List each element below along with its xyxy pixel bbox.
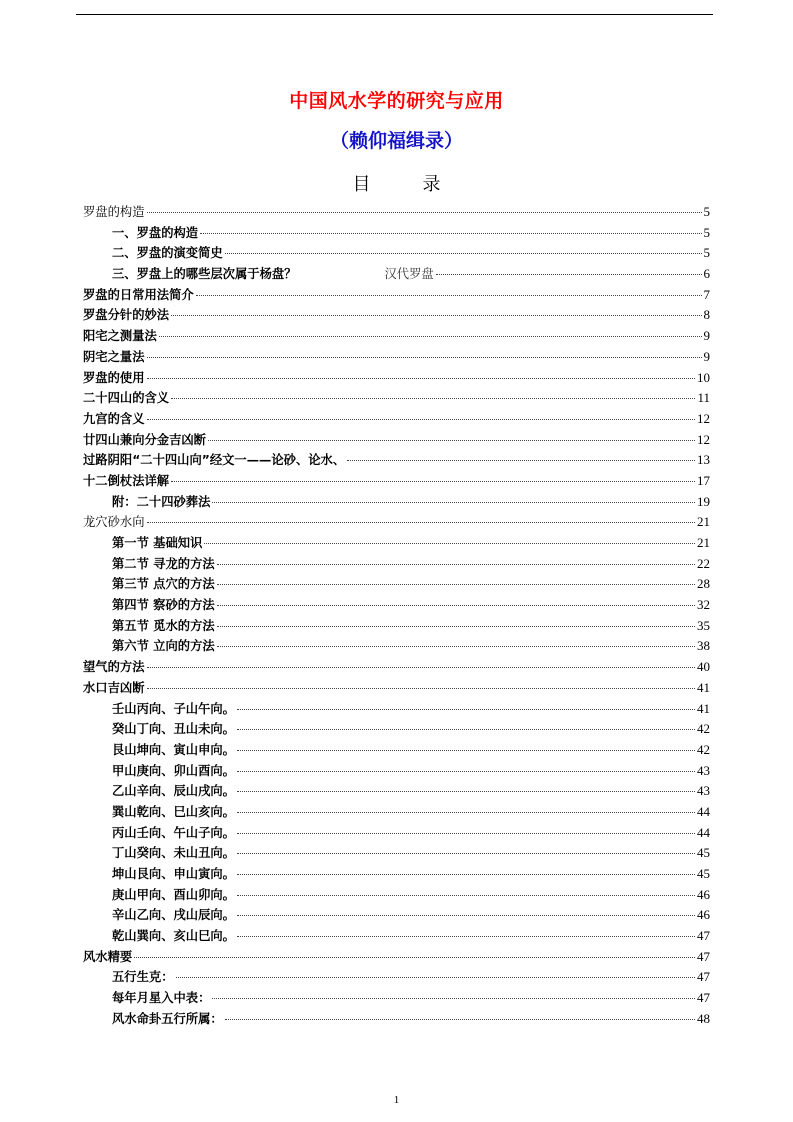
toc-entry-label[interactable]: 第二节 寻龙的方法 <box>112 556 215 571</box>
dot-leader <box>134 957 695 958</box>
toc-entry[interactable] <box>83 1009 710 1030</box>
dot-leader <box>237 874 695 875</box>
toc-entry[interactable] <box>83 554 710 575</box>
document-title: 中国风水学的研究与应用 <box>289 90 504 112</box>
toc-entry-page[interactable]: 22 <box>697 555 710 571</box>
toc-entry-label[interactable]: 癸山丁向、丑山未向。 <box>112 722 235 737</box>
toc-entry-page[interactable]: 45 <box>697 845 710 861</box>
toc-entry[interactable] <box>83 616 710 637</box>
toc-entry[interactable] <box>83 202 710 223</box>
toc-entry-page[interactable]: 6 <box>703 266 710 282</box>
toc-entry[interactable] <box>83 802 710 823</box>
dot-leader <box>176 977 696 978</box>
toc-entry-label[interactable]: 乾山巽向、亥山巳向。 <box>112 929 235 944</box>
toc-entry[interactable] <box>83 947 710 968</box>
toc-entry-label[interactable]: 二、罗盘的演变简史 <box>112 246 223 261</box>
toc-entry-page[interactable]: 48 <box>697 1010 710 1026</box>
dot-leader <box>200 233 701 234</box>
toc-entry-page[interactable]: 28 <box>697 576 710 592</box>
toc-entry-page[interactable]: 41 <box>697 700 710 716</box>
toc-entry[interactable] <box>83 243 710 264</box>
toc-entry[interactable] <box>83 450 710 471</box>
toc-entry[interactable] <box>83 223 710 244</box>
toc-entry[interactable] <box>83 740 710 761</box>
dot-leader <box>217 626 695 627</box>
toc-entry-extra: 汉代罗盘 <box>384 267 434 282</box>
toc-entry-label[interactable]: 九宫的含义 <box>83 411 145 426</box>
toc-entry-label[interactable]: 坤山艮向、申山寅向。 <box>112 867 235 881</box>
toc-entry-label[interactable]: 第四节 察砂的方法 <box>112 598 215 613</box>
toc-entry-page[interactable]: 43 <box>697 762 710 778</box>
dot-leader <box>147 212 702 213</box>
toc-entry-label[interactable]: 过路阴阳“二十四山向”经文一——论砂、论水、 <box>83 453 346 468</box>
toc-entry-label[interactable]: 丙山壬向、午山子向。 <box>112 825 235 840</box>
toc-entry-page[interactable]: 5 <box>703 224 710 240</box>
dot-leader <box>147 378 696 379</box>
toc-entry-page[interactable]: 9 <box>703 348 710 364</box>
dot-leader <box>217 605 695 606</box>
dot-leader <box>237 936 695 937</box>
toc-entry-page[interactable]: 46 <box>697 886 710 902</box>
toc-entry-label[interactable]: 十二倒杖法详解 <box>83 473 170 488</box>
toc-entry-label[interactable]: 丁山癸向、未山丑向。 <box>112 846 235 861</box>
toc-entry-label[interactable]: 罗盘的构造 <box>83 205 145 219</box>
toc-entry[interactable] <box>83 885 710 906</box>
toc-entry-label[interactable]: 望气的方法 <box>83 660 145 675</box>
toc-entry-label[interactable]: 阳宅之测量法 <box>83 329 157 344</box>
toc-entry-page[interactable]: 44 <box>697 824 710 840</box>
toc-entry-page[interactable]: 42 <box>697 721 710 737</box>
toc-entry-label[interactable]: 每年月星入中表： <box>112 991 211 1006</box>
toc-entry-label[interactable]: 三、罗盘上的哪些层次属于杨盘？ <box>112 267 297 282</box>
toc-entry[interactable] <box>83 595 710 616</box>
toc-entry-page[interactable]: 12 <box>697 431 710 447</box>
toc-entry-label[interactable]: 罗盘的使用 <box>83 370 145 385</box>
toc-entry-page[interactable]: 40 <box>697 659 710 675</box>
dot-leader <box>237 833 695 834</box>
toc-entry-label[interactable]: 乙山辛向、辰山戌向。 <box>112 784 235 799</box>
dot-leader <box>147 357 702 358</box>
toc-entry-label[interactable]: 甲山庚向、卯山酉向。 <box>112 763 235 778</box>
toc-entry-label[interactable]: 阴宅之量法 <box>83 349 145 364</box>
toc-entry-page[interactable]: 41 <box>697 679 710 695</box>
toc-entry[interactable] <box>83 636 710 657</box>
toc-entry-label[interactable]: 龙穴砂水向 <box>83 515 145 530</box>
toc-entry-page[interactable]: 8 <box>703 307 710 323</box>
dot-leader <box>217 564 695 565</box>
toc-entry-page[interactable]: 38 <box>697 638 710 654</box>
toc-entry-page[interactable]: 19 <box>697 493 710 509</box>
toc-entry-page[interactable]: 47 <box>697 928 710 944</box>
toc-entry-page[interactable]: 21 <box>697 535 710 550</box>
dot-leader <box>237 853 695 854</box>
toc-entry-label[interactable]: 巽山乾向、巳山亥向。 <box>112 804 235 819</box>
dot-leader <box>347 460 695 461</box>
dot-leader <box>217 646 695 647</box>
dot-leader <box>171 398 695 399</box>
toc-entry[interactable] <box>83 409 710 430</box>
toc-entry-label[interactable]: 二十四山的含义 <box>83 391 170 406</box>
header-rule <box>76 14 713 15</box>
toc-entry[interactable] <box>83 678 710 699</box>
toc-entry-page[interactable]: 47 <box>697 969 710 985</box>
page-number: 1 <box>393 1094 400 1106</box>
dot-leader <box>204 543 695 544</box>
toc-entry-page[interactable]: 35 <box>697 617 710 633</box>
toc-entry-label[interactable]: 风水命卦五行所属： <box>112 1011 223 1026</box>
dot-leader <box>237 812 695 813</box>
toc-entry[interactable] <box>83 430 710 451</box>
toc-entry-label[interactable]: 第一节 基础知识 <box>112 536 203 550</box>
dot-leader <box>237 729 695 730</box>
toc-entry-label[interactable]: 庚山甲向、酉山卯向。 <box>112 887 235 902</box>
toc-entry[interactable] <box>83 905 710 926</box>
toc-entry[interactable] <box>83 512 710 533</box>
toc-entry-page[interactable]: 13 <box>697 452 710 468</box>
toc-entry[interactable] <box>83 967 710 988</box>
toc-entry-page[interactable]: 46 <box>697 907 710 923</box>
toc-entry-page[interactable]: 5 <box>703 204 710 219</box>
toc-entry[interactable] <box>83 347 710 368</box>
toc-entry-label[interactable]: 罗盘分针的妙法 <box>83 308 170 323</box>
dot-leader <box>171 481 695 482</box>
toc-entry-page[interactable]: 12 <box>697 410 710 426</box>
dot-leader <box>212 502 695 503</box>
dot-leader <box>237 791 695 792</box>
toc-entry-page[interactable]: 5 <box>703 245 710 261</box>
toc-entry[interactable] <box>83 264 710 285</box>
toc-entry-label[interactable]: 罗盘的日常用法简介 <box>83 287 194 302</box>
toc-entry[interactable] <box>83 823 710 844</box>
toc-entry[interactable] <box>83 533 710 554</box>
dot-leader <box>171 315 701 316</box>
toc-entry[interactable] <box>83 843 710 864</box>
toc-entry-label[interactable]: 廿四山兼向分金吉凶断 <box>83 432 206 447</box>
dot-leader <box>196 295 702 296</box>
toc-heading-char-2: 录 <box>422 174 441 195</box>
toc-entry[interactable] <box>83 492 710 513</box>
dot-leader <box>212 998 695 999</box>
toc-entry-page[interactable]: 47 <box>697 990 710 1006</box>
dot-leader <box>147 688 696 689</box>
dot-leader <box>147 419 696 420</box>
toc-entry[interactable] <box>83 471 710 492</box>
toc-entry-label[interactable]: 艮山坤向、寅山申向。 <box>112 742 235 757</box>
dot-leader <box>147 522 696 523</box>
toc-entry-label[interactable]: 五行生克： <box>112 970 174 985</box>
toc-entry[interactable] <box>83 388 710 409</box>
dot-leader <box>147 667 696 668</box>
toc-entry[interactable] <box>83 326 710 347</box>
toc-entry-label[interactable]: 第五节 觅水的方法 <box>112 618 215 633</box>
toc-entry[interactable] <box>83 574 710 595</box>
dot-leader <box>436 274 702 275</box>
toc-entry-label[interactable]: 辛山乙向、戌山辰向。 <box>112 908 235 923</box>
toc-entry-page[interactable]: 42 <box>697 741 710 757</box>
toc-entry-label[interactable]: 附：二十四砂葬法 <box>112 494 211 509</box>
toc-entry[interactable] <box>83 926 710 947</box>
toc-entry[interactable] <box>83 864 710 885</box>
toc-entry-page[interactable]: 11 <box>697 390 710 406</box>
dot-leader <box>225 1019 695 1020</box>
toc-entry-label[interactable]: 第三节 点穴的方法 <box>112 577 215 592</box>
toc-entry[interactable] <box>83 305 710 326</box>
dot-leader <box>237 709 695 710</box>
toc-entry-page[interactable]: 10 <box>697 369 710 385</box>
dot-leader <box>159 336 702 337</box>
toc-entry-page[interactable]: 43 <box>697 783 710 799</box>
toc-entry-page[interactable]: 9 <box>703 328 710 344</box>
toc-entry[interactable] <box>83 368 710 389</box>
toc-entry-page[interactable]: 44 <box>697 803 710 819</box>
dot-leader <box>237 895 695 896</box>
toc-entry-label[interactable]: 一、罗盘的构造 <box>112 225 199 240</box>
toc-heading <box>0 170 793 196</box>
toc-entry-page[interactable]: 7 <box>703 286 710 302</box>
table-of-contents <box>83 202 710 1030</box>
toc-entry-page[interactable]: 47 <box>697 948 710 964</box>
dot-leader <box>237 771 695 772</box>
toc-heading-char-1: 目 <box>352 174 371 195</box>
toc-entry-page[interactable]: 32 <box>697 597 710 613</box>
toc-entry[interactable] <box>83 988 710 1009</box>
toc-entry-page[interactable]: 45 <box>697 866 710 881</box>
toc-entry[interactable] <box>83 719 710 740</box>
toc-entry-label[interactable]: 第六节 立向的方法 <box>112 639 215 654</box>
toc-entry-page[interactable]: 21 <box>697 514 710 530</box>
toc-entry[interactable] <box>83 657 710 678</box>
dot-leader <box>217 584 695 585</box>
dot-leader <box>208 440 695 441</box>
toc-entry-label[interactable]: 风水精要 <box>83 949 133 964</box>
dot-leader <box>225 253 702 254</box>
toc-entry-label[interactable]: 水口吉凶断 <box>83 680 145 695</box>
toc-entry[interactable] <box>83 285 710 306</box>
toc-entry-page[interactable]: 17 <box>697 472 710 488</box>
toc-entry[interactable] <box>83 781 710 802</box>
dot-leader <box>237 750 695 751</box>
dot-leader <box>237 915 695 916</box>
document-subtitle: （赖仰福缉录） <box>329 130 463 152</box>
toc-entry[interactable] <box>83 761 710 782</box>
toc-entry[interactable] <box>83 699 710 720</box>
toc-entry-label[interactable]: 壬山丙向、子山午向。 <box>112 701 235 716</box>
